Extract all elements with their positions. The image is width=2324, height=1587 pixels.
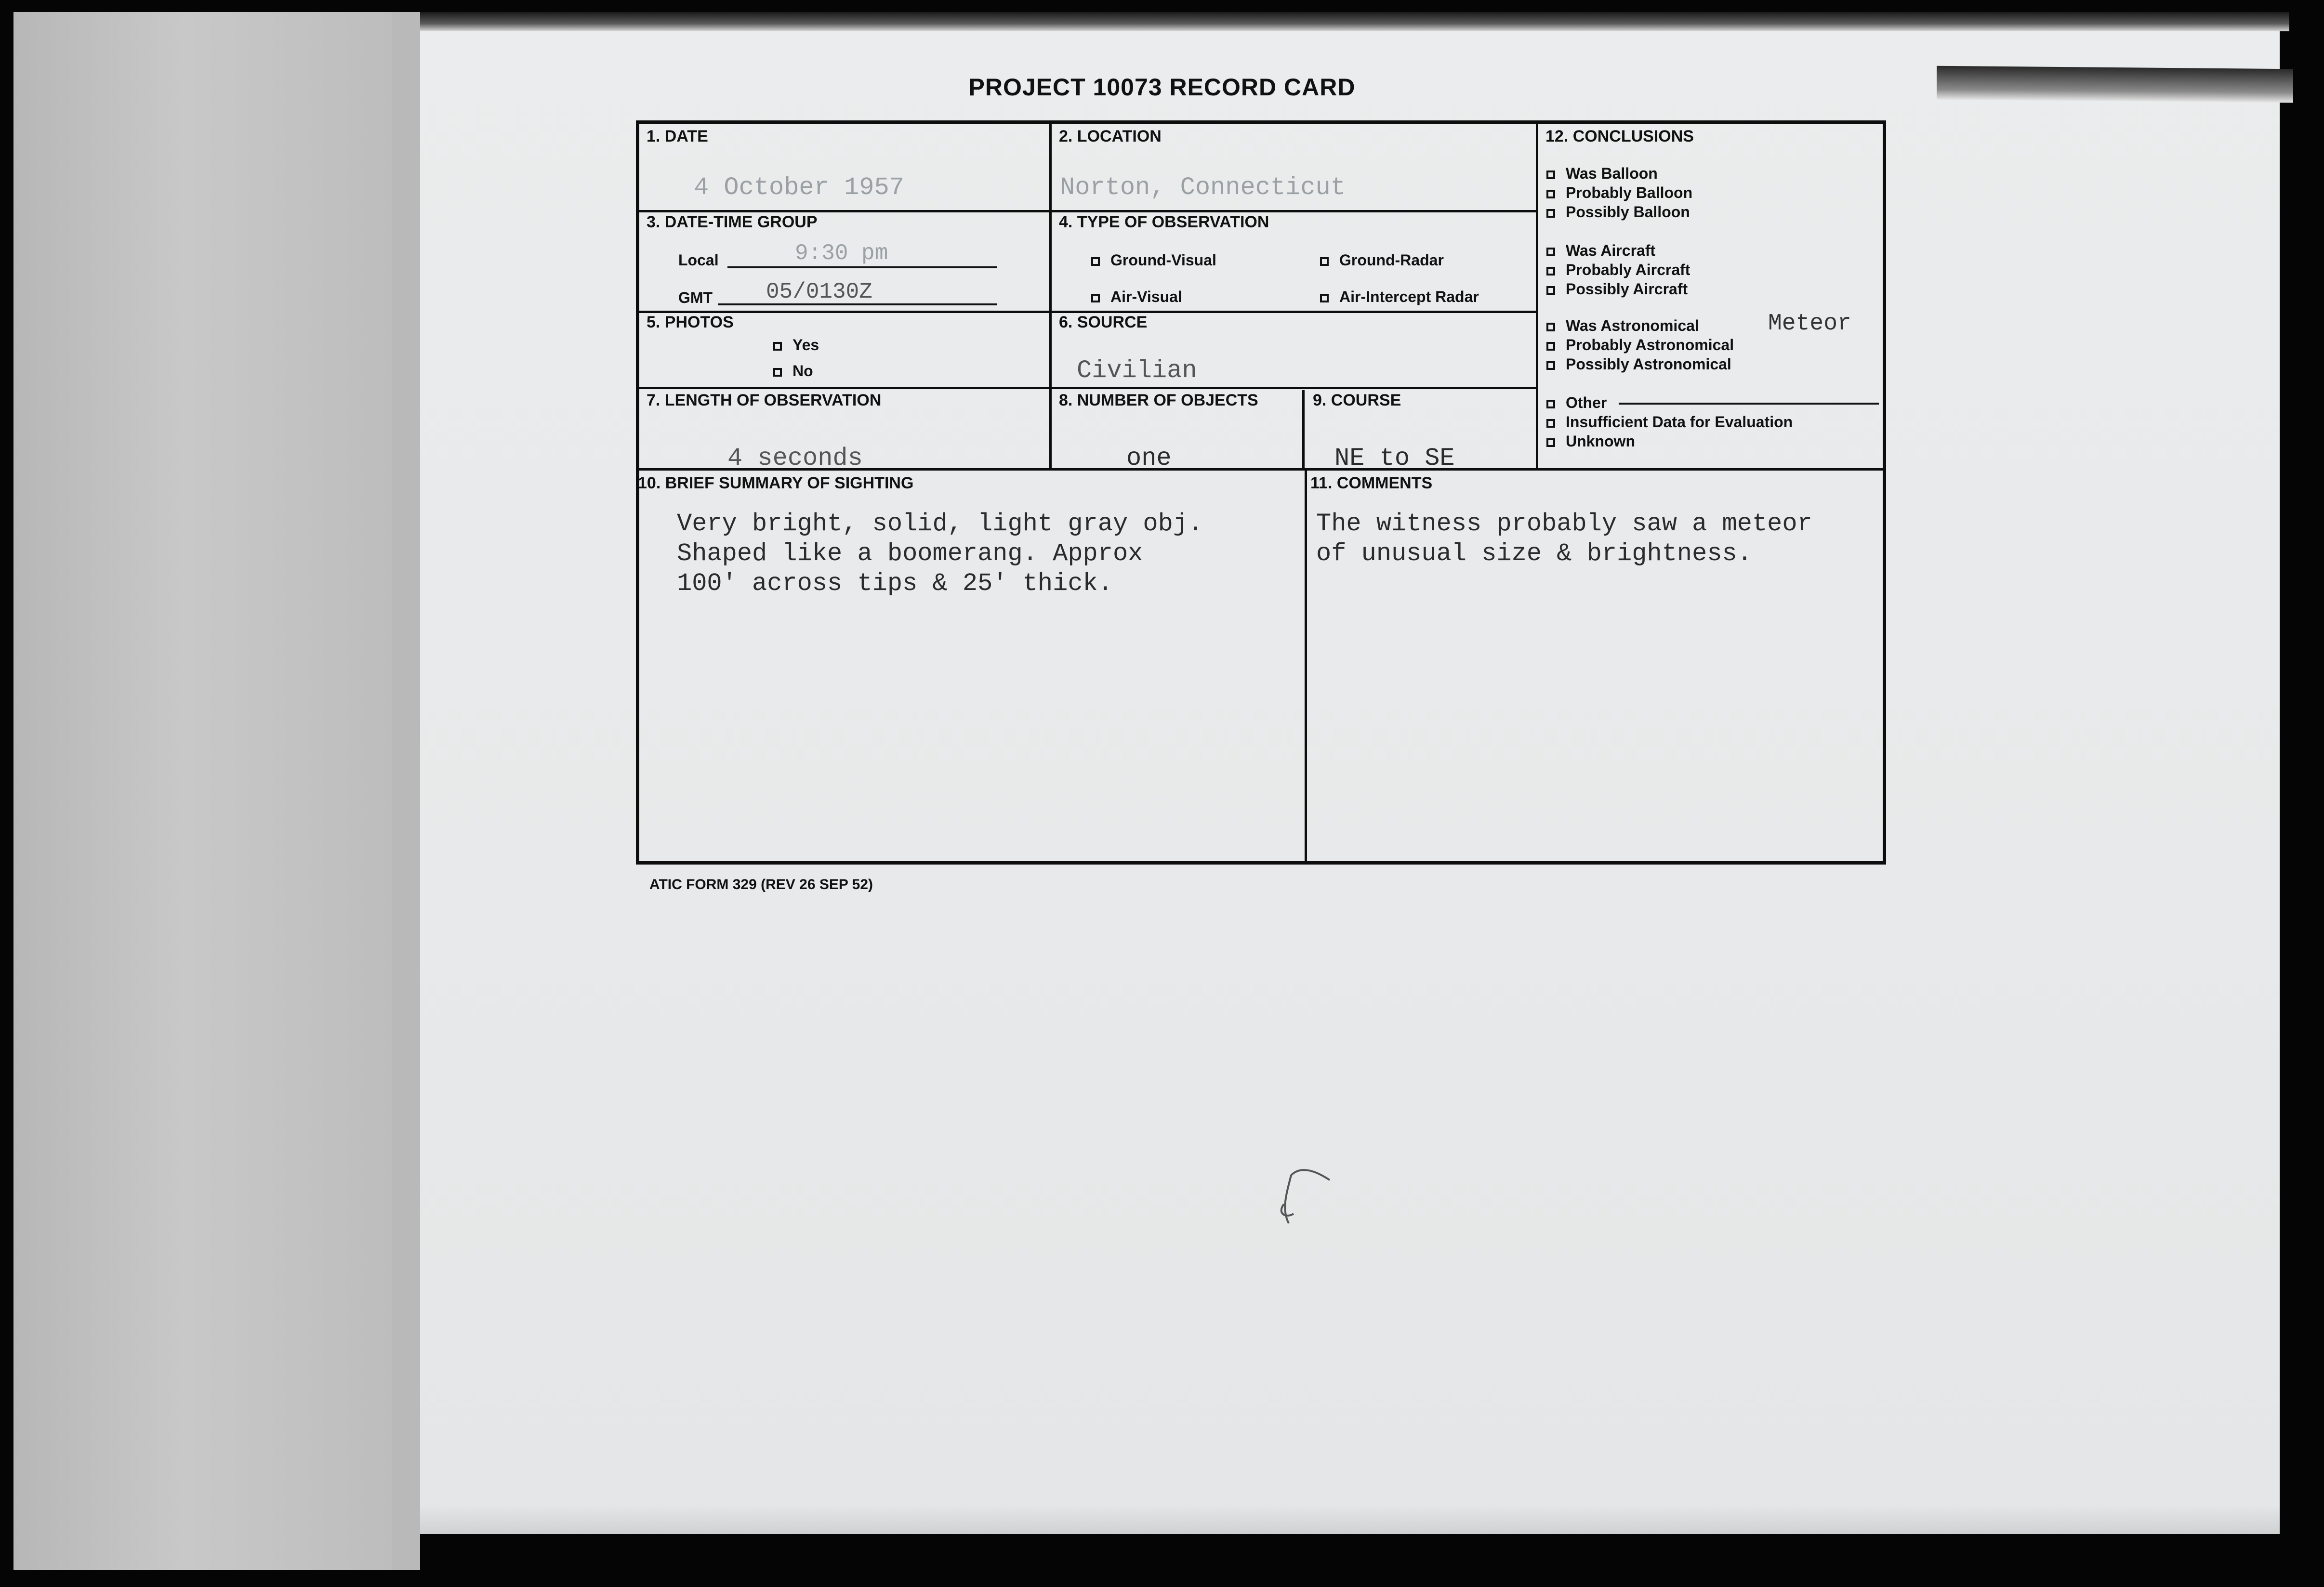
conclusion-option[interactable]: Unknown: [1546, 433, 1635, 450]
location-label: 2. LOCATION: [1059, 127, 1162, 145]
form-footer: ATIC FORM 329 (REV 26 SEP 52): [649, 877, 873, 892]
course-value: NE to SE: [1334, 444, 1455, 472]
dtg-label: 3. DATE-TIME GROUP: [647, 213, 818, 231]
page-title: PROJECT 10073 RECORD CARD: [968, 74, 1356, 101]
card-border-bottom: [636, 861, 1886, 865]
ink-mark-icon: [1272, 1166, 1368, 1262]
checkbox-icon: [1546, 209, 1555, 218]
divider-h3: [636, 387, 1537, 389]
type-obs-option[interactable]: Ground-Radar: [1320, 251, 1444, 269]
num-objects-label: 8. NUMBER OF OBJECTS: [1059, 391, 1258, 409]
checkbox-icon: [1091, 294, 1100, 302]
conclusion-option[interactable]: Probably Balloon: [1546, 184, 1692, 202]
film-margin-left: [13, 12, 392, 1570]
type-obs-option[interactable]: Ground-Visual: [1091, 251, 1216, 269]
photos-label: 5. PHOTOS: [647, 313, 734, 331]
checkbox-icon: [1546, 419, 1555, 428]
conclusions-label: 12. CONCLUSIONS: [1545, 127, 1694, 145]
checkbox-icon: [773, 368, 782, 377]
sheet-bottom-shade: [420, 1505, 2280, 1534]
location-value: Norton, Connecticut: [1060, 173, 1346, 202]
card-border-right: [1883, 120, 1886, 865]
source-value: Civilian: [1077, 356, 1197, 385]
conclusion-option[interactable]: Possibly Astronomical: [1546, 355, 1731, 373]
date-value: 4 October 1957: [694, 173, 904, 202]
conclusion-option[interactable]: Probably Aircraft: [1546, 261, 1690, 279]
conclusion-option[interactable]: Insufficient Data for Evaluation: [1546, 413, 1793, 431]
dtg-local-line: [727, 266, 997, 268]
dtg-gmt-value: 05/0130Z: [766, 279, 872, 304]
dtg-gmt-label: GMT: [678, 289, 713, 306]
conclusion-option[interactable]: Was Balloon: [1546, 165, 1658, 183]
divider-h1: [636, 210, 1537, 212]
checkbox-icon: [1546, 342, 1555, 351]
divider-v1: [1049, 120, 1052, 471]
checkbox-icon: [1546, 267, 1555, 275]
checkbox-icon: [1546, 190, 1555, 198]
checkbox-icon: [1546, 286, 1555, 295]
summary-line: 100' across tips & 25' thick.: [677, 569, 1113, 598]
divider-v2: [1536, 120, 1538, 471]
other-line: [1619, 403, 1879, 405]
course-label: 9. COURSE: [1313, 391, 1401, 409]
type-obs-option[interactable]: Air-Intercept Radar: [1320, 288, 1479, 306]
dtg-local-value: 9:30 pm: [795, 241, 888, 266]
conclusion-option-selected[interactable]: Was Astronomical: [1546, 317, 1699, 335]
photos-option-no[interactable]: No: [773, 362, 813, 380]
conclusion-option[interactable]: Probably Astronomical: [1546, 336, 1734, 354]
type-obs-label: 4. TYPE OF OBSERVATION: [1059, 213, 1269, 231]
checkbox-icon: [1546, 400, 1555, 408]
source-label: 6. SOURCE: [1059, 313, 1148, 331]
conclusion-option[interactable]: Was Aircraft: [1546, 242, 1655, 260]
summary-line: Very bright, solid, light gray obj.: [677, 510, 1203, 538]
conclusion-option[interactable]: Possibly Balloon: [1546, 203, 1690, 221]
checkbox-icon: [1546, 438, 1555, 447]
film-edge-top: [420, 12, 2289, 31]
checkbox-icon: [1091, 257, 1100, 266]
length-label: 7. LENGTH OF OBSERVATION: [647, 391, 882, 409]
conclusion-option[interactable]: Possibly Aircraft: [1546, 280, 1688, 298]
checkbox-icon: [1546, 323, 1555, 331]
film-margin-edge: [392, 12, 420, 1570]
photos-option-yes[interactable]: Yes: [773, 336, 819, 354]
comments-line: The witness probably saw a meteor: [1316, 510, 1812, 538]
summary-line: Shaped like a boomerang. Approx: [677, 539, 1143, 568]
checkbox-icon: [1546, 361, 1555, 370]
length-value: 4 seconds: [727, 444, 863, 472]
divider-v4: [1305, 471, 1307, 861]
date-label: 1. DATE: [647, 127, 708, 145]
checkbox-icon: [773, 342, 782, 351]
checkbox-icon: [1546, 171, 1555, 179]
comments-label: 11. COMMENTS: [1310, 474, 1433, 492]
summary-label: 10. BRIEF SUMMARY OF SIGHTING: [638, 474, 914, 492]
comments-line: of unusual size & brightness.: [1316, 539, 1752, 568]
checkbox-icon: [1546, 248, 1555, 256]
dtg-local-label: Local: [678, 251, 719, 269]
card-border-top: [636, 120, 1886, 124]
divider-v3: [1302, 390, 1305, 471]
num-objects-value: one: [1126, 444, 1172, 472]
checkbox-icon: [1320, 257, 1329, 266]
conclusion-annotation: Meteor: [1768, 311, 1851, 337]
checkbox-icon: [1320, 294, 1329, 302]
record-card: [636, 120, 1886, 865]
type-obs-option[interactable]: Air-Visual: [1091, 288, 1182, 306]
conclusion-option[interactable]: Other: [1546, 394, 1607, 412]
